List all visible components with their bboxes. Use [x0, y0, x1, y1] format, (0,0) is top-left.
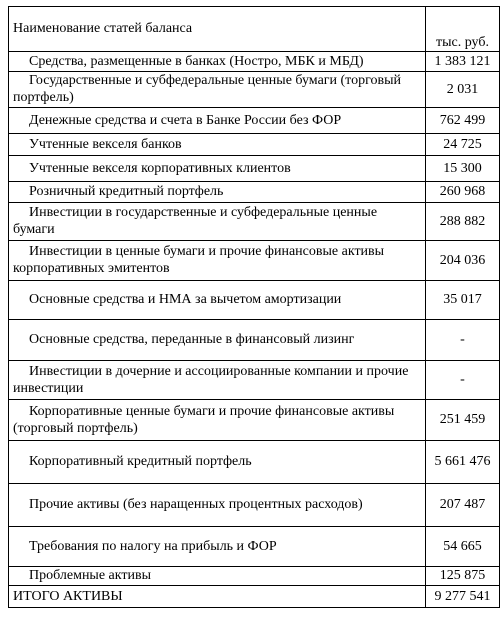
table-row	[9, 133, 500, 155]
table-row	[9, 202, 500, 240]
row-name: Требования по налогу на прибыль и ФОР	[9, 526, 426, 566]
row-name: Инвестиции в ценные бумаги и прочие финансовые активы корпоративных эмитентов	[9, 240, 426, 280]
row-name: Розничный кредитный портфель	[9, 181, 426, 202]
table-row	[9, 240, 500, 280]
row-value: 24 725	[426, 133, 500, 155]
table-row	[9, 155, 500, 181]
table-row	[9, 319, 500, 360]
row-name: Государственные и субфедеральные ценные бумаги (торговый портфель)	[9, 71, 426, 107]
table-row	[9, 526, 500, 566]
table-row	[9, 399, 500, 440]
row-name: Корпоративные ценные бумаги и прочие финансовые активы (торговый портфель)	[9, 399, 426, 440]
row-value: 54 665	[426, 526, 500, 566]
balance-sheet-page	[8, 6, 500, 608]
table-row	[9, 181, 500, 202]
row-name: Инвестиции в государственные и субфедеральные ценные бумаги	[9, 202, 426, 240]
row-name: Основные средства, переданные в финансовый лизинг	[9, 319, 426, 360]
row-value: 35 017	[426, 280, 500, 319]
table-row	[9, 71, 500, 107]
row-name: Проблемные активы	[9, 566, 426, 585]
row-value: 204 036	[426, 240, 500, 280]
table-row	[9, 360, 500, 399]
header-blank-cell	[426, 7, 500, 34]
row-value: 5 661 476	[426, 440, 500, 483]
table-row	[9, 280, 500, 319]
row-name: Учтенные векселя банков	[9, 133, 426, 155]
row-value: 1 383 121	[426, 51, 500, 71]
row-name: Денежные средства и счета в Банке России без ФОР	[9, 107, 426, 133]
row-value: -	[426, 360, 500, 399]
row-value: 207 487	[426, 483, 500, 526]
table-row	[9, 107, 500, 133]
table-row	[9, 440, 500, 483]
row-name: Инвестиции в дочерние и ассоциированные компании и прочие инвестиции	[9, 360, 426, 399]
table-row	[9, 483, 500, 526]
row-name: Основные средства и НМА за вычетом амортизации	[9, 280, 426, 319]
row-name: Корпоративный кредитный портфель	[9, 440, 426, 483]
row-value: -	[426, 319, 500, 360]
row-value: 762 499	[426, 107, 500, 133]
table-row	[9, 566, 500, 585]
row-value: 125 875	[426, 566, 500, 585]
row-value: 260 968	[426, 181, 500, 202]
header-unit-cell	[426, 34, 500, 52]
header-unit-label: тыс. руб.	[436, 34, 489, 50]
balance-sheet-table	[8, 6, 500, 608]
row-name: Прочие активы (без наращенных процентных расходов)	[9, 483, 426, 526]
table-row	[9, 51, 500, 71]
row-value: 2 031	[426, 71, 500, 107]
header-name-label: Наименование статей баланса	[13, 21, 193, 37]
total-row	[9, 585, 500, 607]
header-name-cell	[9, 7, 426, 52]
total-name: ИТОГО АКТИВЫ	[9, 585, 426, 607]
total-value: 9 277 541	[426, 585, 500, 607]
row-value: 15 300	[426, 155, 500, 181]
row-value: 251 459	[426, 399, 500, 440]
table-header-row	[9, 7, 500, 34]
row-value: 288 882	[426, 202, 500, 240]
row-name: Средства, размещенные в банках (Ностро, МБК и МБД)	[9, 51, 426, 71]
row-name: Учтенные векселя корпоративных клиентов	[9, 155, 426, 181]
